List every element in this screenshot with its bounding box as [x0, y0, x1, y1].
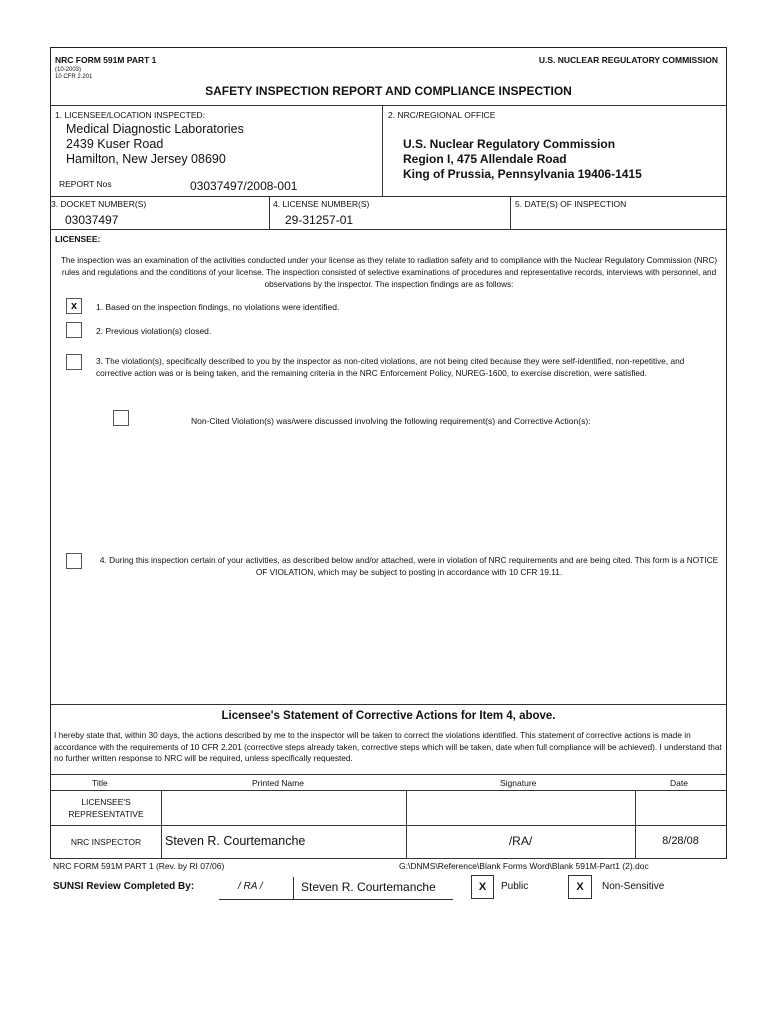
- office-line1: U.S. Nuclear Regulatory Commission: [403, 137, 616, 151]
- inspection-dates-label: 5. DATE(S) OF INSPECTION: [515, 199, 627, 209]
- row-title: NRC INSPECTOR: [70, 837, 142, 847]
- row-title-line2: REPRESENTATIVE: [68, 809, 144, 819]
- col-date: Date: [670, 778, 688, 788]
- licensee-heading: LICENSEE:: [55, 234, 101, 244]
- agency-name: U.S. NUCLEAR REGULATORY COMMISSION: [538, 55, 718, 65]
- item1-checkbox[interactable]: x: [66, 298, 82, 314]
- form-title: SAFETY INSPECTION REPORT AND COMPLIANCE INSPECTION: [205, 84, 572, 98]
- licensee-city: Hamilton, New Jersey 08690: [66, 152, 226, 166]
- non-cited-checkbox[interactable]: [113, 410, 129, 426]
- licensee-location-label: 1. LICENSEE/LOCATION INSPECTED:: [55, 110, 206, 120]
- col-signature: Signature: [500, 778, 537, 788]
- statement-heading: Licensee's Statement of Corrective Actions for Item 4, above.: [221, 710, 556, 722]
- docket-value: 03037497: [65, 213, 119, 227]
- non-cited-text: Non-Cited Violation(s) was/were discussed involving the following requirement(s) and Corrective Action(s):: [191, 416, 591, 426]
- item1-text: 1. Based on the inspection findings, no violations were identified.: [96, 302, 340, 312]
- inspection-intro: The inspection was an examination of the activities conducted under your license as they relate to radiation safety and to compliance with the Nuclear Regulatory Commission (NRC) rules and regulations and the conditions of your license. The inspection consisted of selective examinations of procedures and representative records, interviews with personnel, and observations by the inspector. The inspection findings are as follows:: [60, 256, 718, 289]
- public-label: Public: [501, 881, 529, 892]
- row-title-line1: LICENSEE'S: [81, 797, 131, 807]
- item3-checkbox[interactable]: [66, 354, 82, 370]
- non-sensitive-label: Non-Sensitive: [602, 881, 665, 892]
- file-path: G:\DNMS\Reference\Blank Forms Word\Blank 591M-Part1 (2).doc: [399, 861, 649, 871]
- inspector-name: Steven R. Courtemanche: [165, 834, 306, 848]
- item2-text: 2. Previous violation(s) closed.: [96, 326, 212, 336]
- licensee-street: 2439 Kuser Road: [66, 137, 164, 151]
- license-number-label: 4. LICENSE NUMBER(S): [273, 199, 370, 209]
- inspector-date: 8/28/08: [662, 835, 699, 847]
- form-id: NRC FORM 591M PART 1: [55, 55, 157, 65]
- item4-text: 4. During this inspection certain of your activities, as described below and/or attached, were in violation of NRC requirements and are being cited. This form is a NOTICE OF VIOLATION, which may be subject to posting in accordance with 10 CFR 19.11.: [99, 555, 719, 577]
- non-sensitive-checkbox[interactable]: X: [568, 875, 592, 899]
- office-line2: Region I, 475 Allendale Road: [403, 152, 567, 166]
- item2-checkbox[interactable]: [66, 322, 82, 338]
- sunsi-label: SUNSI Review Completed By:: [53, 881, 195, 892]
- item3-text: 3. The violation(s), specifically described to you by the inspector as non-cited violations, are not being cited because they were self-identified, non-repetitive, and corrective action was or is being taken, and the remaining criteria in the NRC Enforcement Policy, NUREG-1600, to exercise discretion, were satisfied.: [96, 356, 685, 378]
- nrc-form-591m: [50, 47, 727, 859]
- license-number-value: 29-31257-01: [285, 213, 354, 227]
- office-line3: King of Prussia, Pennsylvania 19406-1415: [403, 167, 642, 181]
- regional-office-label: 2. NRC/REGIONAL OFFICE: [388, 110, 496, 120]
- col-printed-name: Printed Name: [252, 778, 304, 788]
- report-nos-label: REPORT Nos: [59, 179, 112, 189]
- report-nos-value: 03037497/2008-001: [190, 179, 298, 193]
- item4-checkbox[interactable]: [66, 553, 82, 569]
- sunsi-ra: / RA /: [238, 881, 263, 892]
- sunsi-name: Steven R. Courtemanche: [301, 880, 436, 894]
- docket-label: 3. DOCKET NUMBER(S): [51, 199, 147, 209]
- public-checkbox[interactable]: X: [471, 875, 494, 899]
- statement-text: I hereby state that, within 30 days, the actions described by me to the inspector will be taken to correct the violations identified. This statement of corrective actions is made in accordance with the requirements of 10 CFR 2.201 (corrective steps already taken, corrective steps which will be taken, date when full compliance will be achieved). I understand that no further written response to NRC will be required, unless specifically requested.: [54, 730, 722, 763]
- inspector-signature: /RA/: [508, 834, 533, 848]
- licensee-name: Medical Diagnostic Laboratories: [66, 122, 244, 136]
- col-title: Title: [92, 778, 108, 788]
- form-cfr: 10 CFR 2.201: [55, 74, 93, 80]
- form-date: (10-2003): [55, 67, 82, 73]
- form-revision: NRC FORM 591M PART 1 (Rev. by RI 07/06): [53, 861, 225, 871]
